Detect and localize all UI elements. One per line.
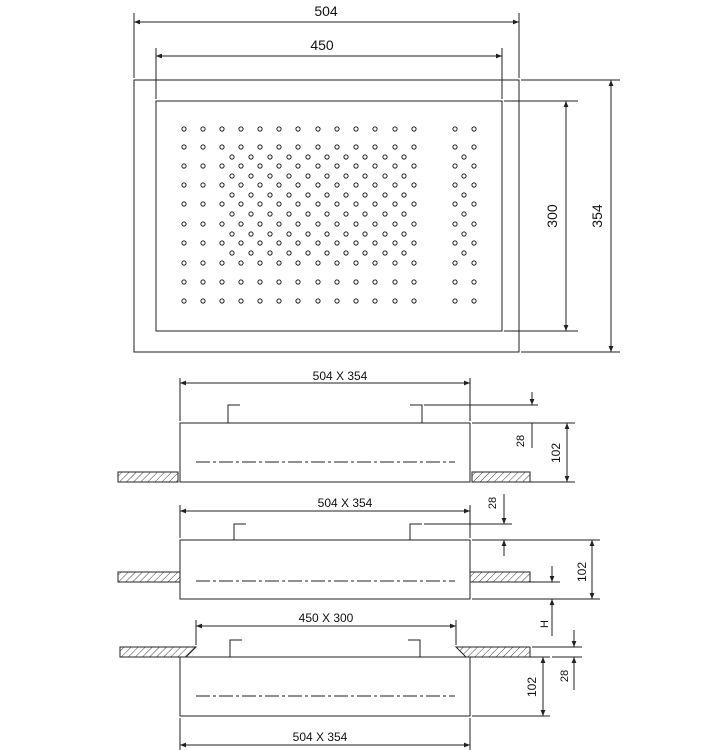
nozzle-dot <box>258 280 262 284</box>
nozzle-dot <box>249 232 253 236</box>
nozzle-dot <box>182 280 186 284</box>
nozzle-dot <box>453 145 457 149</box>
nozzle-dot <box>296 164 300 168</box>
label-a-top: 504 X 354 <box>312 369 368 383</box>
nozzle-dot <box>412 299 416 303</box>
nozzle-dot <box>296 145 300 149</box>
nozzle-dot <box>306 232 310 236</box>
nozzle-dot <box>268 251 272 255</box>
nozzle-dot <box>412 145 416 149</box>
section-b-body <box>180 540 470 599</box>
nozzle-dot <box>335 145 339 149</box>
nozzle-dot <box>472 127 476 131</box>
nozzle-dot <box>230 155 234 159</box>
nozzle-dot <box>268 155 272 159</box>
nozzle-dot <box>472 261 476 265</box>
label-300: 300 <box>544 204 560 228</box>
section-c-right-ceiling <box>456 647 530 657</box>
section-a-right-clip <box>410 405 422 423</box>
nozzle-dot <box>287 251 291 255</box>
nozzle-dot <box>383 174 387 178</box>
nozzle-dot <box>316 202 320 206</box>
nozzle-dot <box>462 155 466 159</box>
nozzle-grid <box>182 127 476 303</box>
nozzle-dot <box>296 127 300 131</box>
nozzle-dot <box>306 193 310 197</box>
nozzle-dot <box>373 241 377 245</box>
nozzle-dot <box>182 202 186 206</box>
nozzle-dot <box>393 183 397 187</box>
nozzle-dot <box>335 280 339 284</box>
nozzle-dot <box>335 164 339 168</box>
nozzle-dot <box>383 212 387 216</box>
nozzle-dot <box>201 127 205 131</box>
nozzle-dot <box>182 164 186 168</box>
nozzle-dot <box>363 193 367 197</box>
nozzle-dot <box>296 222 300 226</box>
nozzle-dot <box>277 164 281 168</box>
nozzle-dot <box>472 164 476 168</box>
nozzle-dot <box>277 241 281 245</box>
nozzle-dot <box>316 241 320 245</box>
nozzle-dot <box>220 280 224 284</box>
top-view <box>134 13 620 352</box>
nozzle-dot <box>258 202 262 206</box>
nozzle-dot <box>472 183 476 187</box>
section-c-left-clip <box>230 640 242 657</box>
nozzle-dot <box>412 127 416 131</box>
nozzle-dot <box>325 174 329 178</box>
label-504-top: 504 <box>314 3 338 19</box>
label-a-28: 28 <box>515 434 527 448</box>
nozzle-dot <box>383 193 387 197</box>
nozzle-dot <box>239 164 243 168</box>
nozzle-dot <box>287 232 291 236</box>
nozzle-dot <box>249 174 253 178</box>
nozzle-dot <box>354 261 358 265</box>
nozzle-dot <box>268 193 272 197</box>
nozzle-dot <box>393 261 397 265</box>
section-b-right-ceiling <box>470 572 530 582</box>
nozzle-dot <box>316 183 320 187</box>
nozzle-dot <box>287 174 291 178</box>
nozzle-dot <box>316 164 320 168</box>
nozzle-dot <box>258 222 262 226</box>
nozzle-dot <box>220 202 224 206</box>
nozzle-dot <box>316 222 320 226</box>
nozzle-dot <box>277 299 281 303</box>
nozzle-dot <box>306 174 310 178</box>
section-b-left-clip <box>234 524 246 540</box>
nozzle-dot <box>287 193 291 197</box>
nozzle-dot <box>453 164 457 168</box>
nozzle-dot <box>296 261 300 265</box>
nozzle-dot <box>258 127 262 131</box>
nozzle-dot <box>325 232 329 236</box>
nozzle-dot <box>373 202 377 206</box>
nozzle-dot <box>363 212 367 216</box>
nozzle-dot <box>335 222 339 226</box>
nozzle-dot <box>344 232 348 236</box>
nozzle-dot <box>472 202 476 206</box>
nozzle-dot <box>220 127 224 131</box>
nozzle-dot <box>316 261 320 265</box>
nozzle-dot <box>354 241 358 245</box>
nozzle-dot <box>373 127 377 131</box>
nozzle-dot <box>220 164 224 168</box>
nozzle-dot <box>363 155 367 159</box>
label-c-102: 102 <box>525 676 539 698</box>
nozzle-dot <box>354 222 358 226</box>
section-b-right-clip <box>410 524 422 540</box>
nozzle-dot <box>182 222 186 226</box>
nozzle-dot <box>277 145 281 149</box>
nozzle-dot <box>249 155 253 159</box>
nozzle-dot <box>230 251 234 255</box>
nozzle-dot <box>239 299 243 303</box>
label-c-bottom: 504 X 354 <box>292 730 348 744</box>
label-c-28: 28 <box>559 669 571 683</box>
nozzle-dot <box>393 127 397 131</box>
nozzle-dot <box>220 183 224 187</box>
nozzle-dot <box>239 202 243 206</box>
nozzle-dot <box>354 145 358 149</box>
nozzle-dot <box>373 145 377 149</box>
nozzle-dot <box>462 251 466 255</box>
nozzle-dot <box>306 251 310 255</box>
section-a <box>118 378 575 482</box>
nozzle-dot <box>201 222 205 226</box>
nozzle-dot <box>453 127 457 131</box>
nozzle-dot <box>201 164 205 168</box>
nozzle-dot <box>453 202 457 206</box>
nozzle-dot <box>239 261 243 265</box>
nozzle-dot <box>393 241 397 245</box>
label-450-top: 450 <box>310 37 334 53</box>
nozzle-dot <box>201 261 205 265</box>
nozzle-dot <box>373 183 377 187</box>
nozzle-dot <box>277 127 281 131</box>
label-a-102: 102 <box>549 442 563 464</box>
nozzle-dot <box>201 202 205 206</box>
nozzle-dot <box>182 183 186 187</box>
nozzle-dot <box>472 145 476 149</box>
nozzle-dot <box>402 155 406 159</box>
nozzle-dot <box>296 183 300 187</box>
nozzle-dot <box>201 299 205 303</box>
nozzle-dot <box>373 222 377 226</box>
nozzle-dot <box>296 241 300 245</box>
nozzle-dot <box>268 212 272 216</box>
nozzle-dot <box>306 212 310 216</box>
nozzle-dot <box>354 183 358 187</box>
nozzle-dot <box>453 241 457 245</box>
nozzle-dot <box>453 299 457 303</box>
nozzle-dot <box>335 183 339 187</box>
nozzle-dot <box>306 155 310 159</box>
nozzle-dot <box>230 193 234 197</box>
nozzle-dot <box>354 299 358 303</box>
nozzle-dot <box>335 299 339 303</box>
nozzle-dot <box>344 251 348 255</box>
nozzle-dot <box>453 222 457 226</box>
nozzle-dot <box>325 193 329 197</box>
nozzle-dot <box>344 155 348 159</box>
nozzle-dot <box>277 222 281 226</box>
nozzle-dot <box>373 164 377 168</box>
nozzle-dot <box>335 241 339 245</box>
nozzle-dot <box>354 127 358 131</box>
nozzle-dot <box>230 212 234 216</box>
nozzle-dot <box>344 174 348 178</box>
nozzle-dot <box>277 261 281 265</box>
nozzle-dot <box>383 232 387 236</box>
label-h: H <box>539 620 551 628</box>
nozzle-dot <box>258 183 262 187</box>
nozzle-dot <box>393 299 397 303</box>
nozzle-dot <box>239 280 243 284</box>
section-c-right-clip <box>408 640 420 657</box>
nozzle-dot <box>325 212 329 216</box>
nozzle-dot <box>287 212 291 216</box>
nozzle-dot <box>325 155 329 159</box>
label-354: 354 <box>589 204 605 228</box>
nozzle-dot <box>363 174 367 178</box>
nozzle-dot <box>412 202 416 206</box>
nozzle-dot <box>201 145 205 149</box>
nozzle-dot <box>268 232 272 236</box>
nozzle-dot <box>393 222 397 226</box>
section-a-left-clip <box>228 405 240 423</box>
nozzle-dot <box>354 164 358 168</box>
nozzle-dot <box>182 145 186 149</box>
nozzle-dot <box>373 280 377 284</box>
nozzle-dot <box>344 212 348 216</box>
inner-panel <box>156 101 502 331</box>
nozzle-dot <box>335 127 339 131</box>
nozzle-dot <box>412 280 416 284</box>
label-b-top: 504 X 354 <box>317 496 373 510</box>
nozzle-dot <box>393 280 397 284</box>
nozzle-dot <box>287 155 291 159</box>
nozzle-dot <box>201 183 205 187</box>
nozzle-dot <box>402 251 406 255</box>
nozzle-dot <box>316 127 320 131</box>
label-b-102: 102 <box>575 561 589 583</box>
nozzle-dot <box>462 174 466 178</box>
nozzle-dot <box>453 261 457 265</box>
nozzle-dot <box>268 174 272 178</box>
nozzle-dot <box>383 155 387 159</box>
nozzle-dot <box>354 202 358 206</box>
nozzle-dot <box>383 251 387 255</box>
section-a-body <box>180 423 470 482</box>
nozzle-dot <box>412 164 416 168</box>
nozzle-dot <box>402 174 406 178</box>
section-c-body <box>180 657 470 716</box>
nozzle-dot <box>258 145 262 149</box>
nozzle-dot <box>412 261 416 265</box>
nozzle-dot <box>249 193 253 197</box>
nozzle-dot <box>249 212 253 216</box>
nozzle-dot <box>239 127 243 131</box>
section-c-left-ceiling <box>120 647 196 657</box>
nozzle-dot <box>462 212 466 216</box>
nozzle-dot <box>412 222 416 226</box>
nozzle-dot <box>453 183 457 187</box>
nozzle-dot <box>472 299 476 303</box>
nozzle-dot <box>354 280 358 284</box>
nozzle-dot <box>296 280 300 284</box>
nozzle-dot <box>182 127 186 131</box>
nozzle-dot <box>373 261 377 265</box>
nozzle-dot <box>412 183 416 187</box>
nozzle-dot <box>373 299 377 303</box>
nozzle-dot <box>472 241 476 245</box>
nozzle-dot <box>258 241 262 245</box>
nozzle-dot <box>402 193 406 197</box>
nozzle-dot <box>316 280 320 284</box>
nozzle-dot <box>277 183 281 187</box>
nozzle-dot <box>220 222 224 226</box>
nozzle-dot <box>344 193 348 197</box>
nozzle-dot <box>239 241 243 245</box>
nozzle-dot <box>363 232 367 236</box>
nozzle-dot <box>296 299 300 303</box>
nozzle-dot <box>393 145 397 149</box>
label-b-28: 28 <box>487 496 499 510</box>
nozzle-dot <box>230 232 234 236</box>
nozzle-dot <box>316 145 320 149</box>
nozzle-dot <box>220 299 224 303</box>
nozzle-dot <box>258 261 262 265</box>
section-b-left-ceiling <box>118 572 180 582</box>
nozzle-dot <box>472 222 476 226</box>
label-c-top: 450 X 300 <box>298 611 354 625</box>
nozzle-dot <box>239 145 243 149</box>
nozzle-dot <box>462 193 466 197</box>
nozzle-dot <box>182 299 186 303</box>
nozzle-dot <box>472 280 476 284</box>
nozzle-dot <box>249 251 253 255</box>
nozzle-dot <box>402 212 406 216</box>
nozzle-dot <box>201 280 205 284</box>
nozzle-dot <box>335 202 339 206</box>
section-a-left-ceiling <box>118 472 178 482</box>
nozzle-dot <box>239 183 243 187</box>
nozzle-dot <box>316 299 320 303</box>
nozzle-dot <box>182 261 186 265</box>
nozzle-dot <box>412 241 416 245</box>
nozzle-dot <box>277 280 281 284</box>
nozzle-dot <box>220 241 224 245</box>
nozzle-dot <box>402 232 406 236</box>
nozzle-dot <box>230 174 234 178</box>
nozzle-dot <box>258 164 262 168</box>
nozzle-dot <box>393 202 397 206</box>
section-a-right-ceiling <box>472 472 530 482</box>
nozzle-dot <box>239 222 243 226</box>
nozzle-dot <box>182 241 186 245</box>
nozzle-dot <box>325 251 329 255</box>
nozzle-dot <box>393 164 397 168</box>
nozzle-dot <box>335 261 339 265</box>
nozzle-dot <box>220 145 224 149</box>
section-b <box>118 494 600 636</box>
nozzle-dot <box>220 261 224 265</box>
nozzle-dot <box>462 232 466 236</box>
nozzle-dot <box>258 299 262 303</box>
section-c <box>120 620 582 750</box>
nozzle-dot <box>453 280 457 284</box>
nozzle-dot <box>296 202 300 206</box>
nozzle-dot <box>201 241 205 245</box>
nozzle-dot <box>277 202 281 206</box>
nozzle-dot <box>363 251 367 255</box>
